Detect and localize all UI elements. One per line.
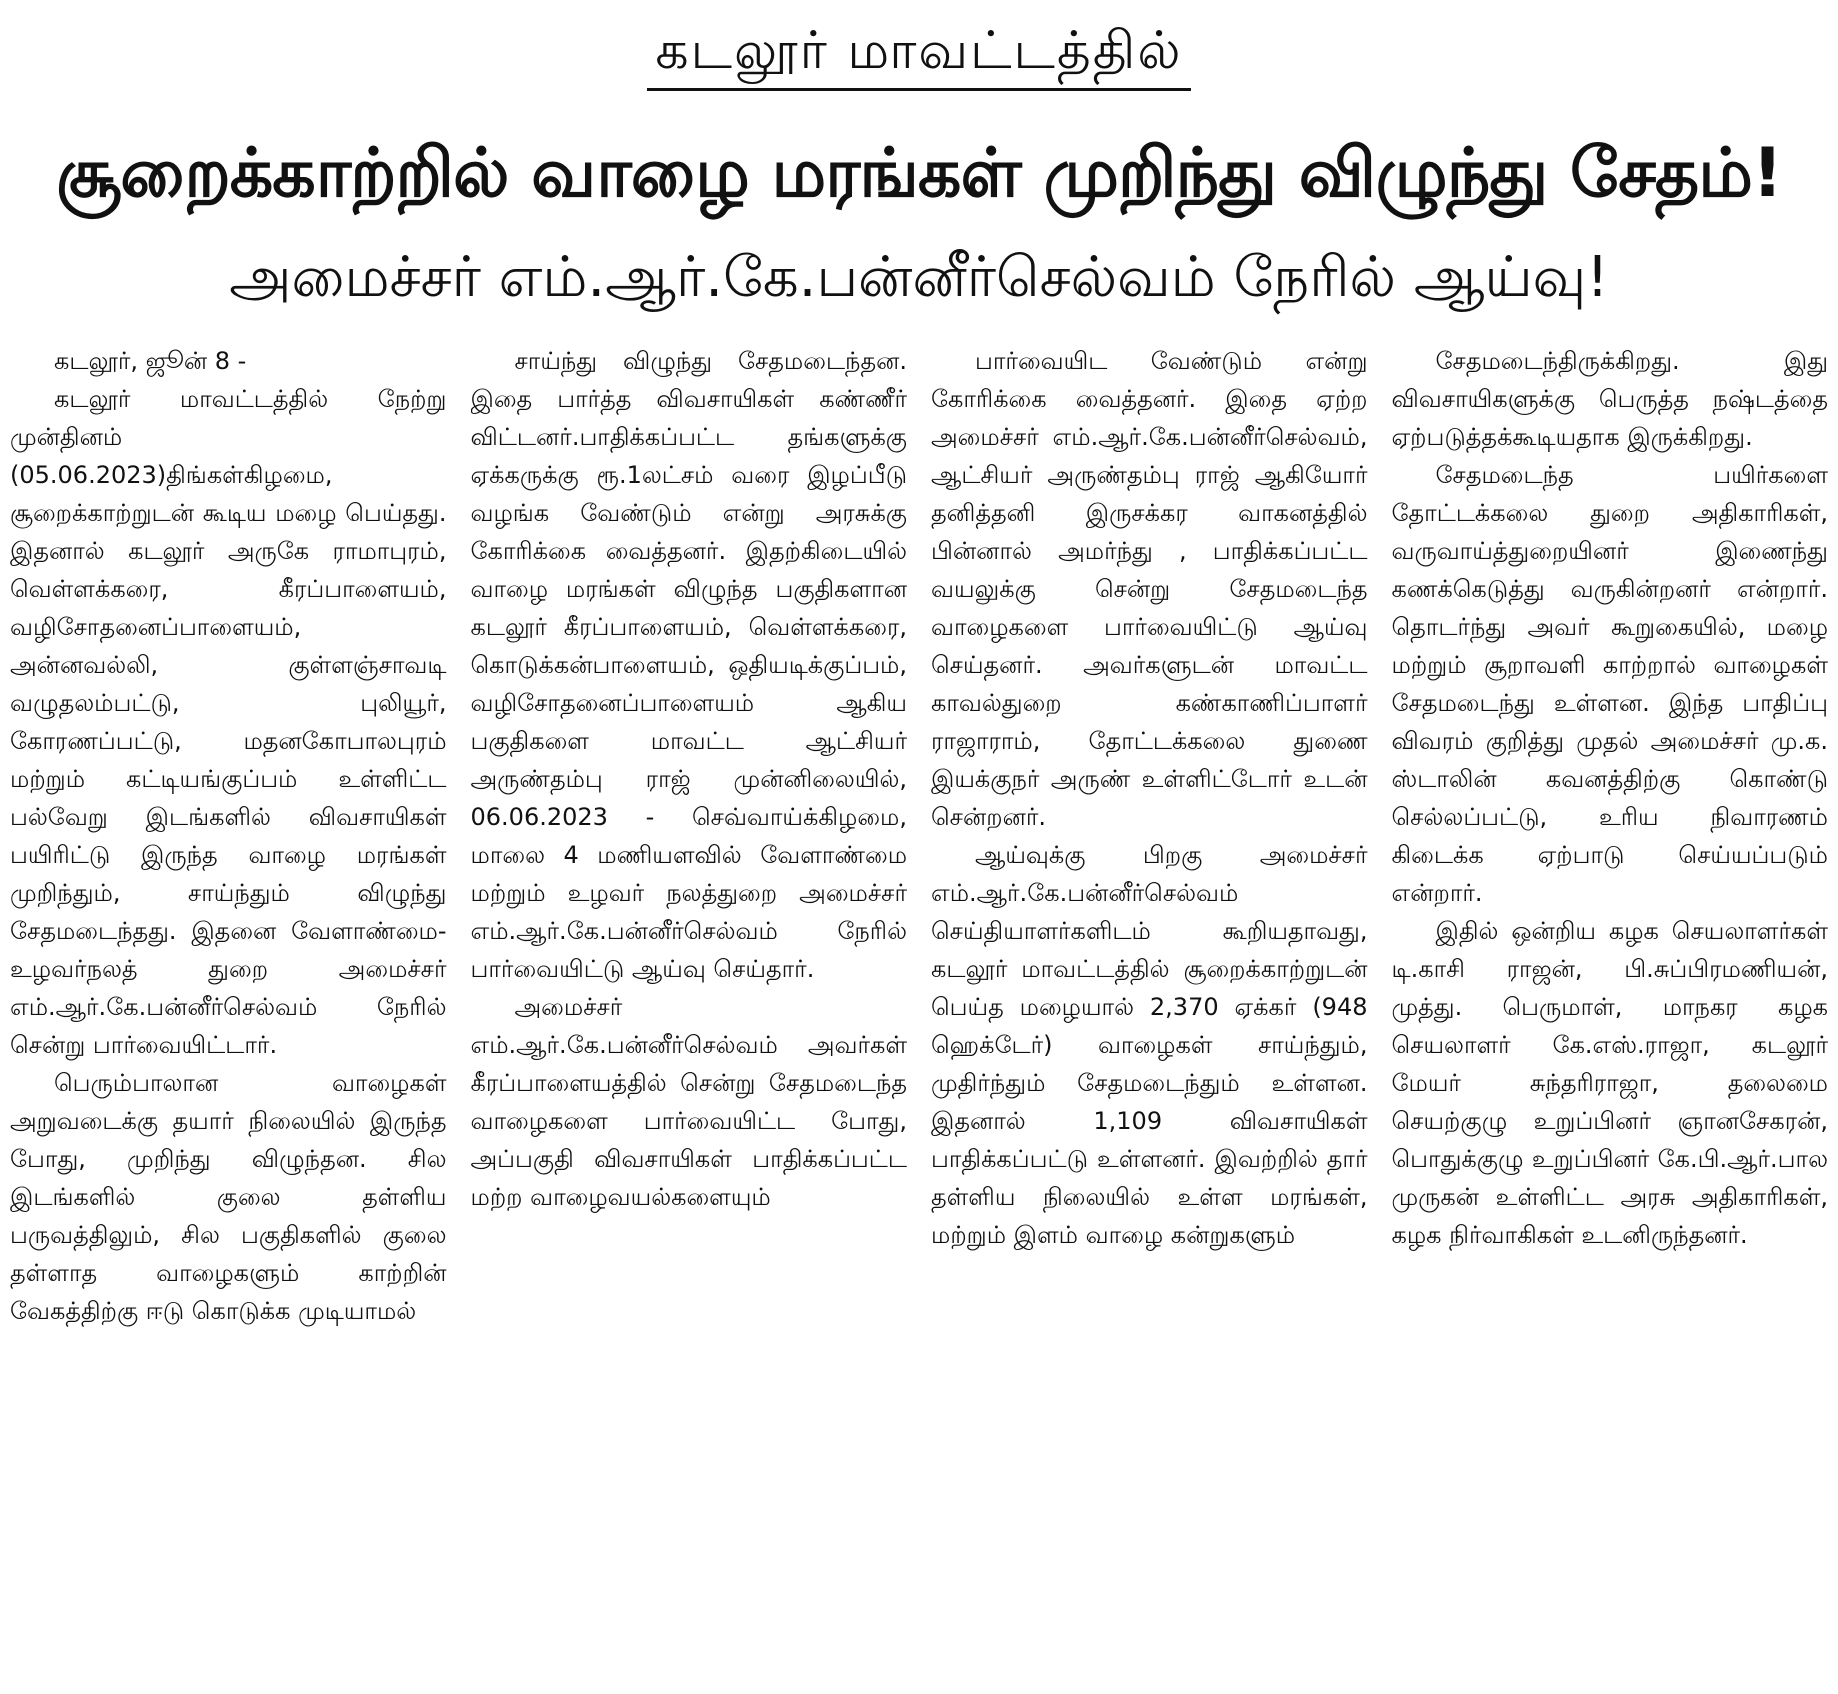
kicker-wrapper bbox=[0, 16, 1838, 91]
subheadline: அமைச்சர் எம்.ஆர்.கே.பன்னீர்செல்வம் நேரில் ஆய்வு! bbox=[229, 245, 1609, 310]
column-2 bbox=[471, 342, 908, 1682]
headline: சூறைக்காற்றில் வாழை மரங்கள் முறிந்து விழுந்து சேதம்! bbox=[56, 134, 1782, 213]
article-columns bbox=[10, 342, 1828, 1682]
paragraph: கடலூர் மாவட்டத்தில் நேற்று முன்தினம் (05.06.2023)திங்கள்கிழமை, சூறைக்காற்றுடன் கூடிய மழை பெய்தது. இதனால் கடலூர் அருகே ராமாபுரம், வெள்ளக்கரை, கீரப்பாளையம், வழிசோதனைப்பாளையம், அன்னவல்லி, குள்ளஞ்சாவடி வழுதலம்பட்டு, புலியூர், கோரணப்பட்டு, மதனகோபாலபுரம் மற்றும் கட்டியங்குப்பம் உள்ளிட்ட பல்வேறு இடங்களில் விவசாயிகள் பயிரிட்டு இருந்த வாழை மரங்கள் முறிந்தும், சாய்ந்தும் விழுந்து சேதமடைந்தது. இதனை வேளாண்மை-உழவர்நலத் துறை அமைச்சர் எம்.ஆர்.கே.பன்னீர்செல்வம் நேரில் சென்று பார்வையிட்டார். bbox=[10, 385, 447, 1059]
paragraph: கடலூர், ஜூன் 8 - bbox=[54, 347, 247, 375]
column-4 bbox=[1392, 342, 1829, 1682]
paragraph: சேதமடைந்திருக்கிறது. இது விவசாயிகளுக்கு பெருத்த நஷ்டத்தை ஏற்படுத்தக்கூடியதாக இருக்கிறது. bbox=[1391, 347, 1828, 451]
paragraph: சாய்ந்து விழுந்து சேதமடைந்தன. இதை பார்த்த விவசாயிகள் கண்ணீர் விட்டனர்.பாதிக்கப்பட்ட தங்களுக்கு ஏக்கருக்கு ரூ.1லட்சம் வரை இழப்பீடு வழங்க வேண்டும் என்று அரசுக்கு கோரிக்கை வைத்தனர். இதற்கிடையில் வாழை மரங்கள் விழுந்த பகுதிகளான கடலூர் கீரப்பாளையம், வெள்ளக்கரை, கொடுக்கன்பாளையம், ஒதியடிக்குப்பம், வழிசோதனைப்பாளையம் ஆகிய பகுதிகளை மாவட்ட ஆட்சியர் அருண்தம்பு ராஜ் முன்னிலையில், 06.06.2023 - செவ்வாய்க்கிழமை, மாலை 4 மணியளவில் வேளாண்மை மற்றும் உழவர் நலத்துறை அமைச்சர் எம்.ஆர்.கே.பன்னீர்செல்வம் நேரில் பார்வையிட்டு ஆய்வு செய்தார். bbox=[470, 347, 907, 983]
paragraph: சேதமடைந்த பயிர்களை தோட்டக்கலை துறை அதிகாரிகள், வருவாய்த்துறையினர் இணைந்து கணக்கெடுத்து வருகின்றனர் என்றார். தொடர்ந்து அவர் கூறுகையில், மழை மற்றும் சூறாவளி காற்றால் வாழைகள் சேதமடைந்து உள்ளன. இந்த பாதிப்பு விவரம் குறித்து முதல் அமைச்சர் மு.க. ஸ்டாலின் கவனத்திற்கு கொண்டு செல்லப்பட்டு, உரிய நிவாரணம் கிடைக்க ஏற்பாடு செய்யப்படும் என்றார். bbox=[1391, 461, 1828, 907]
paragraph: இதில் ஒன்றிய கழக செயலாளர்கள் டி.காசி ராஜன், பி.சுப்பிரமணியன், முத்து. பெருமாள், மாநகர கழக செயலாளர் கே.எஸ்.ராஜா, கடலூர் மேயர் சுந்தரிராஜா, தலைமை செயற்குழு உறுப்பினர் ஞானசேகரன், பொதுக்குழு உறுப்பினர் கே.பி.ஆர்.பால முருகன் உள்ளிட்ட அரசு அதிகாரிகள், கழக நிர்வாகிகள் உடனிருந்தனர். bbox=[1391, 917, 1828, 1249]
column-1 bbox=[10, 342, 447, 1682]
column-3 bbox=[931, 342, 1368, 1682]
kicker: கடலூர் மாவட்டத்தில் bbox=[647, 16, 1190, 91]
paragraph: ஆய்வுக்கு பிறகு அமைச்சர் எம்.ஆர்.கே.பன்னீர்செல்வம் செய்தியாளர்களிடம் கூறியதாவது, கடலூர் மாவட்டத்தில் சூறைக்காற்றுடன் பெய்த மழையால் 2,370 ஏக்கர் (948 ஹெக்டேர்) வாழைகள் சாய்ந்தும், முதிர்ந்தும் சேதமடைந்தும் உள்ளன. இதனால் 1,109 விவசாயிகள் பாதிக்கப்பட்டு உள்ளனர். இவற்றில் தார் தள்ளிய நிலையில் உள்ள மரங்கள், மற்றும் இளம் வாழை கன்றுகளும் bbox=[931, 841, 1368, 1249]
paragraph: பெரும்பாலான வாழைகள் அறுவடைக்கு தயார் நிலையில் இருந்த போது, முறிந்து விழுந்தன. சில இடங்களில் குலை தள்ளிய பருவத்திலும், சில பகுதிகளில் குலை தள்ளாத வாழைகளும் காற்றின் வேகத்திற்கு ஈடு கொடுக்க முடியாமல் bbox=[10, 1069, 447, 1325]
paragraph: அமைச்சர் எம்.ஆர்.கே.பன்னீர்செல்வம் அவர்கள் கீரப்பாளையத்தில் சென்று சேதமடைந்த வாழைகளை பார்வையிட்ட போது, அப்பகுதி விவசாயிகள் பாதிக்கப்பட்ட மற்ற வாழைவயல்களையும் bbox=[470, 993, 907, 1211]
paragraph: பார்வையிட வேண்டும் என்று கோரிக்கை வைத்தனர். இதை ஏற்ற அமைச்சர் எம்.ஆர்.கே.பன்னீர்செல்வம், ஆட்சியர் அருண்தம்பு ராஜ் ஆகியோர் தனித்தனி இருசக்கர வாகனத்தில் பின்னால் அமர்ந்து , பாதிக்கப்பட்ட வயலுக்கு சென்று சேதமடைந்த வாழைகளை பார்வையிட்டு ஆய்வு செய்தனர். அவர்களுடன் மாவட்ட காவல்துறை கண்காணிப்பாளர் ராஜாராம், தோட்டக்கலை துணை இயக்குநர் அருண் உள்ளிட்டோர் உடன் சென்றனர். bbox=[931, 347, 1368, 831]
